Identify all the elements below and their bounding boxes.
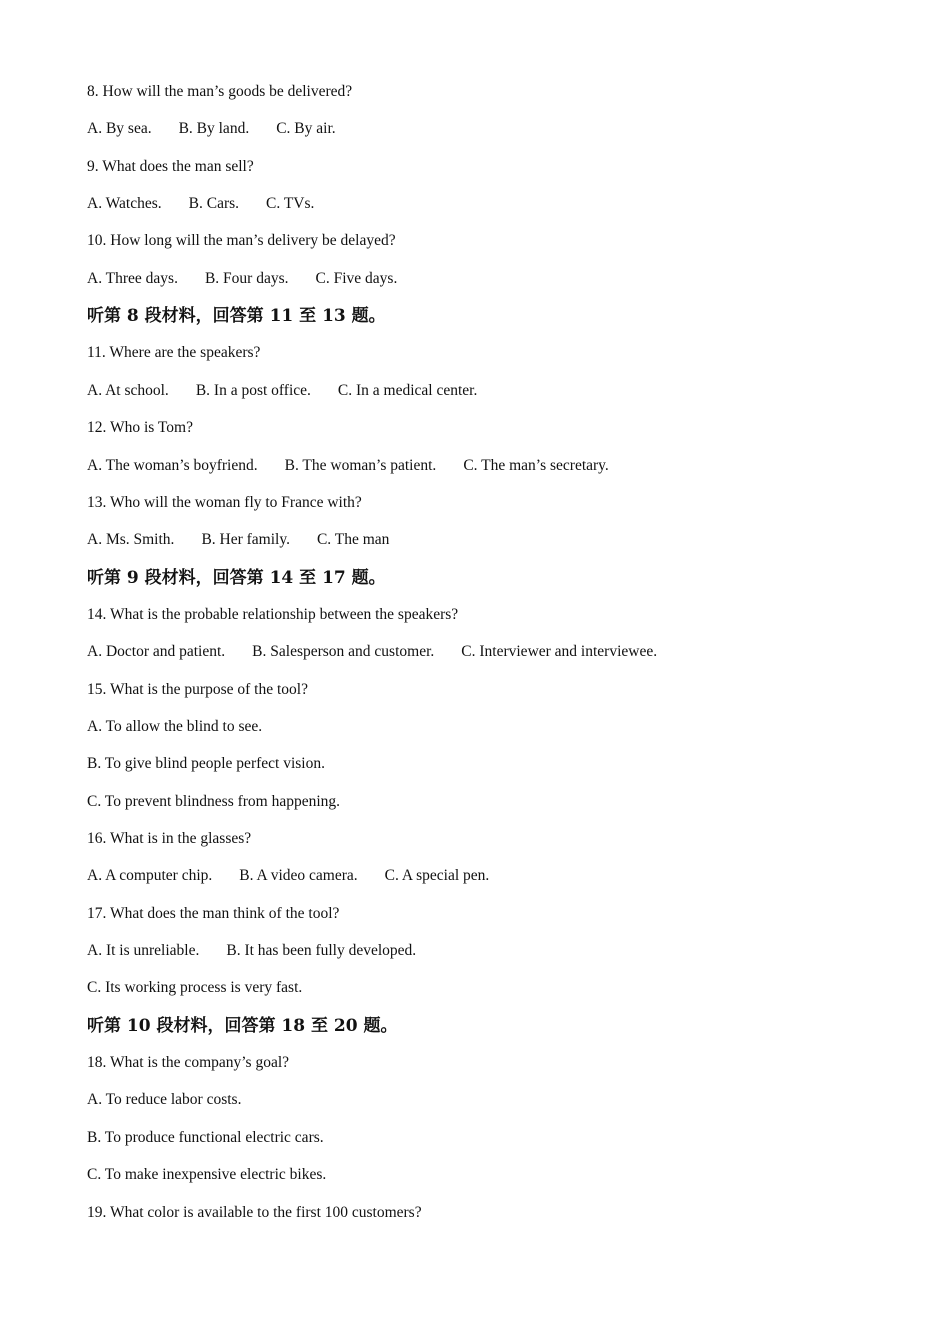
answer-option: C. Its working process is very fast. [87, 979, 303, 997]
answer-option: C. Interviewer and interviewee. [461, 643, 658, 661]
answer-option: A. Ms. Smith. [87, 531, 175, 549]
question-text: 10. How long will the man’s delivery be delayed? [87, 232, 396, 250]
section-heading: 听第 10 段材料，回答第 18 至 20 题。 [87, 1015, 398, 1036]
question-text: 16. What is in the glasses? [87, 830, 252, 847]
answer-option: C. TVs. [266, 195, 315, 213]
answer-option: C. The man [316, 531, 390, 549]
question-text: 17. What does the man think of the tool? [87, 904, 340, 922]
answer-option: C. To make inexpensive electric bikes. [87, 1166, 327, 1184]
answer-option: A. By sea. [87, 120, 152, 138]
answer-option: C. A special pen. [384, 867, 490, 885]
answer-option: C. By air. [276, 120, 336, 138]
answer-options [87, 194, 314, 214]
answer-option: A. To reduce labor costs. [87, 1091, 242, 1109]
answer-options [87, 978, 302, 998]
question-text: 14. What is the probable relationship between the speakers? [87, 605, 459, 623]
question-text: 13. Who will the woman fly to France with? [87, 493, 362, 511]
answer-option: B. In a post office. [195, 381, 311, 399]
answer-option: A. To allow the blind to see. [87, 717, 263, 735]
answer-options [87, 866, 489, 886]
answer-options [87, 717, 262, 737]
answer-option: B. Cars. [188, 195, 240, 213]
answer-options [87, 941, 416, 961]
question-text: 15. What is the purpose of the tool? [87, 680, 308, 698]
answer-option: B. The woman’s patient. [284, 456, 437, 474]
answer-options [87, 754, 325, 774]
answer-options [87, 642, 657, 662]
answer-option: B. Salesperson and customer. [252, 643, 435, 661]
question-text: 8. How will the man’s goods be delivered? [87, 83, 353, 100]
answer-option: B. A video camera. [239, 867, 358, 885]
answer-options [87, 269, 397, 289]
question-text: 11. Where are the speakers? [87, 344, 261, 362]
answer-option: B. Her family. [201, 531, 290, 549]
answer-option: A. A computer chip. [87, 867, 213, 885]
answer-option: A. Three days. [87, 269, 178, 287]
section-heading: 听第 8 段材料，回答第 11 至 13 题。 [87, 306, 386, 327]
answer-options [87, 456, 609, 476]
answer-option: C. The man’s secretary. [463, 456, 609, 474]
answer-option: B. It has been fully developed. [226, 942, 417, 960]
question-text: 9. What does the man sell? [87, 157, 254, 175]
answer-options [87, 119, 336, 139]
answer-option: A. Watches. [87, 195, 162, 213]
answer-option: C. Five days. [315, 269, 398, 287]
answer-options [87, 792, 340, 812]
answer-options [87, 530, 389, 550]
answer-option: C. To prevent blindness from happening. [87, 792, 341, 810]
section-heading: 听第 9 段材料，回答第 14 至 17 题。 [87, 567, 386, 588]
answer-option: C. In a medical center. [337, 381, 478, 399]
answer-option: B. To produce functional electric cars. [87, 1128, 324, 1146]
answer-option: B. By land. [178, 120, 250, 138]
question-text: 19. What color is available to the first 100 customers? [87, 1203, 422, 1221]
answer-options [87, 1128, 324, 1148]
question-text: 12. Who is Tom? [87, 419, 193, 437]
answer-option: B. To give blind people perfect vision. [87, 755, 325, 773]
question-text: 18. What is the company’s goal? [87, 1054, 290, 1072]
answer-option: A. Doctor and patient. [87, 643, 226, 661]
answer-options [87, 1165, 326, 1185]
answer-options [87, 1090, 241, 1110]
answer-option: B. Four days. [204, 269, 289, 287]
answer-option: A. It is unreliable. [87, 942, 200, 960]
answer-option: A. The woman’s boyfriend. [87, 456, 258, 474]
answer-options [87, 381, 477, 401]
answer-option: A. At school. [87, 381, 169, 399]
